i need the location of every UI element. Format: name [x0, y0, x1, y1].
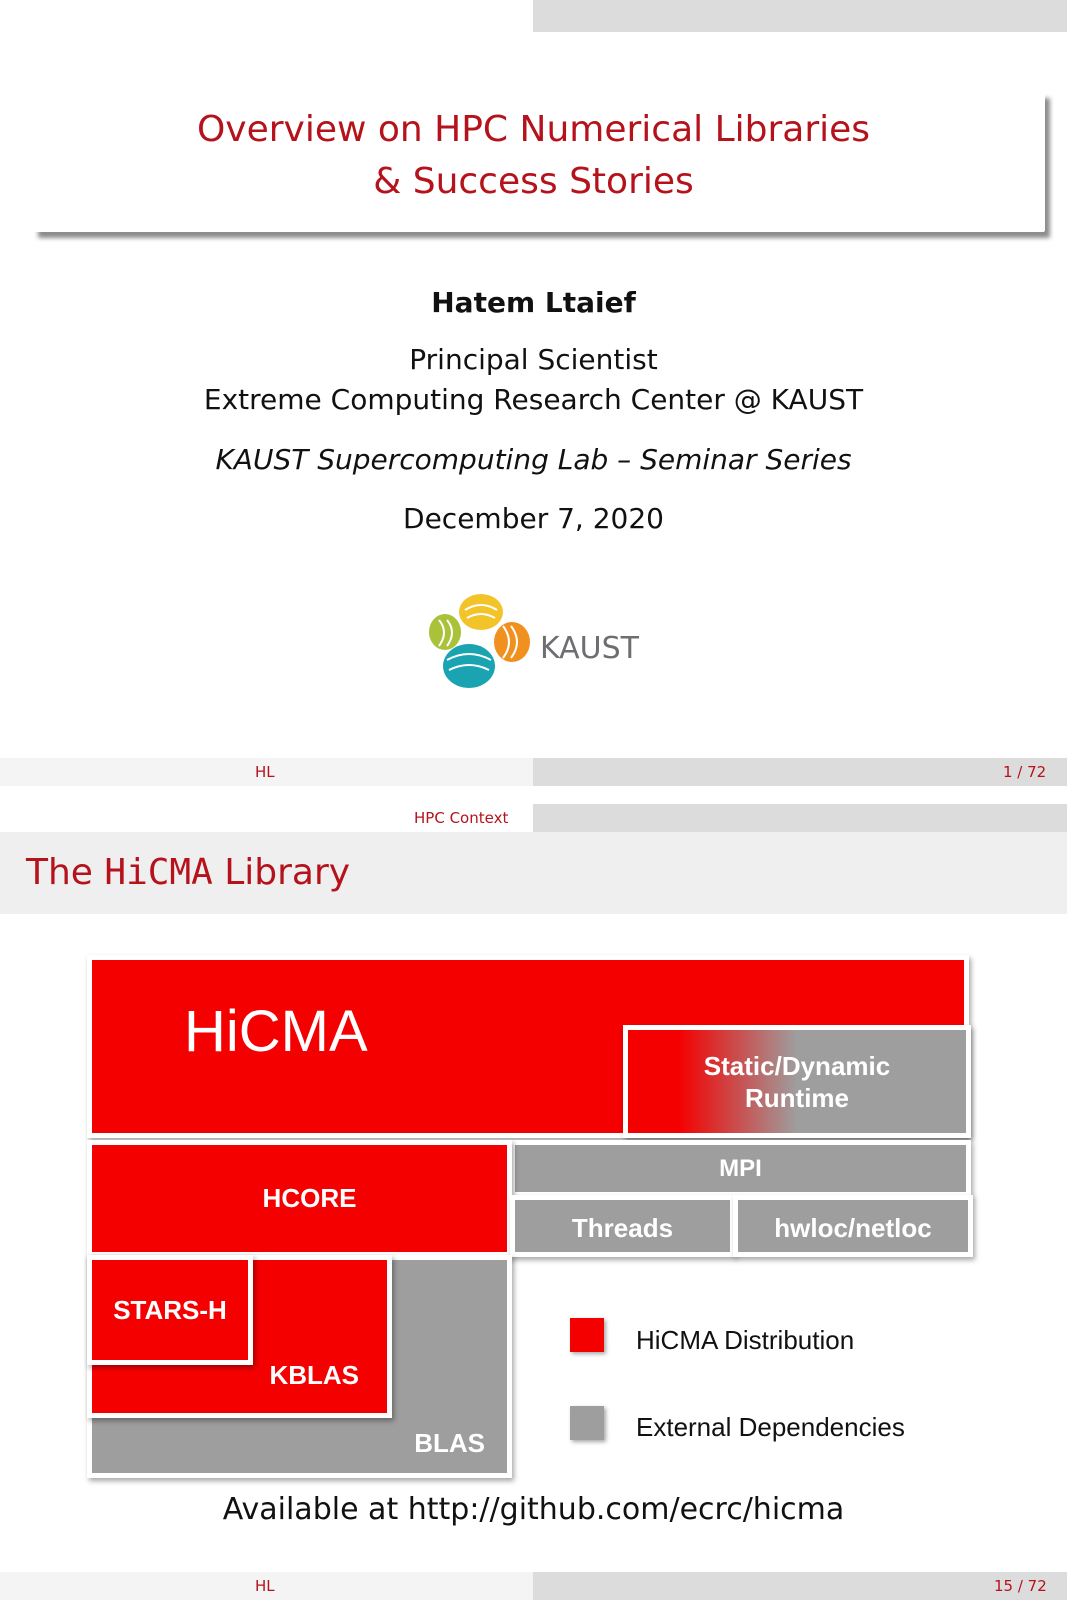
frame-title-suffix: Library [212, 852, 351, 893]
frame-title-prefix: The [26, 852, 105, 893]
kblas-label: KBLAS [269, 1360, 359, 1390]
frame-title [26, 852, 350, 893]
slide-title-line2: & Success Stories [373, 161, 694, 202]
footer2-right [533, 1572, 1067, 1600]
section-name: HPC Context [414, 809, 509, 827]
threads-label: Threads [571, 1213, 674, 1243]
runtime-label-line2: Runtime [745, 1082, 849, 1113]
mpi-label: MPI [719, 1154, 762, 1182]
slide-title-line1: Overview on HPC Numerical Libraries [196, 109, 871, 150]
frame-title-mono: HiCMA [104, 852, 213, 893]
kaust-logo-text: KAUST [540, 631, 639, 666]
kaust-logo [425, 590, 655, 700]
legend-red-swatch [570, 1318, 604, 1352]
availability-text: Available at http://github.com/ecrc/hicma [222, 1492, 845, 1527]
hicma-label: HiCMA [184, 999, 368, 1064]
top-bar-right [533, 0, 1067, 32]
footer2-page-number: 15 / 72 [994, 1577, 1047, 1595]
author-name: Hatem Ltaief [431, 286, 636, 319]
starsh-block [87, 1255, 253, 1365]
event-name: KAUST Supercomputing Lab – Seminar Series [215, 443, 852, 476]
kaust-logo-icon [425, 590, 655, 700]
hcore-block [87, 1140, 512, 1257]
footer1-page-number: 1 / 72 [1003, 763, 1047, 781]
mpi-block [510, 1140, 971, 1197]
author-role: Principal Scientist [409, 343, 658, 376]
runtime-block [623, 1025, 971, 1138]
hwloc-label: hwloc/netloc [774, 1213, 932, 1243]
threads-block [510, 1195, 735, 1257]
top-bar-left [0, 0, 533, 32]
footer2-author: HL [255, 1577, 275, 1595]
footer1-right [533, 758, 1067, 786]
blas-label: BLAS [414, 1428, 485, 1458]
presentation-date: December 7, 2020 [403, 502, 664, 535]
author-affiliation: Extreme Computing Research Center @ KAUST [203, 383, 864, 416]
starsh-label: STARS-H [113, 1294, 227, 1325]
hwloc-block [733, 1195, 973, 1257]
runtime-label-line1: Static/Dynamic [703, 1050, 891, 1081]
legend-red-label: HiCMA Distribution [636, 1325, 855, 1355]
footer1-author: HL [255, 763, 275, 781]
legend-gray-swatch [570, 1406, 604, 1440]
section-bar-right [533, 804, 1067, 832]
legend-gray-label: External Dependencies [636, 1412, 905, 1442]
hcore-label: HCORE [262, 1183, 357, 1213]
